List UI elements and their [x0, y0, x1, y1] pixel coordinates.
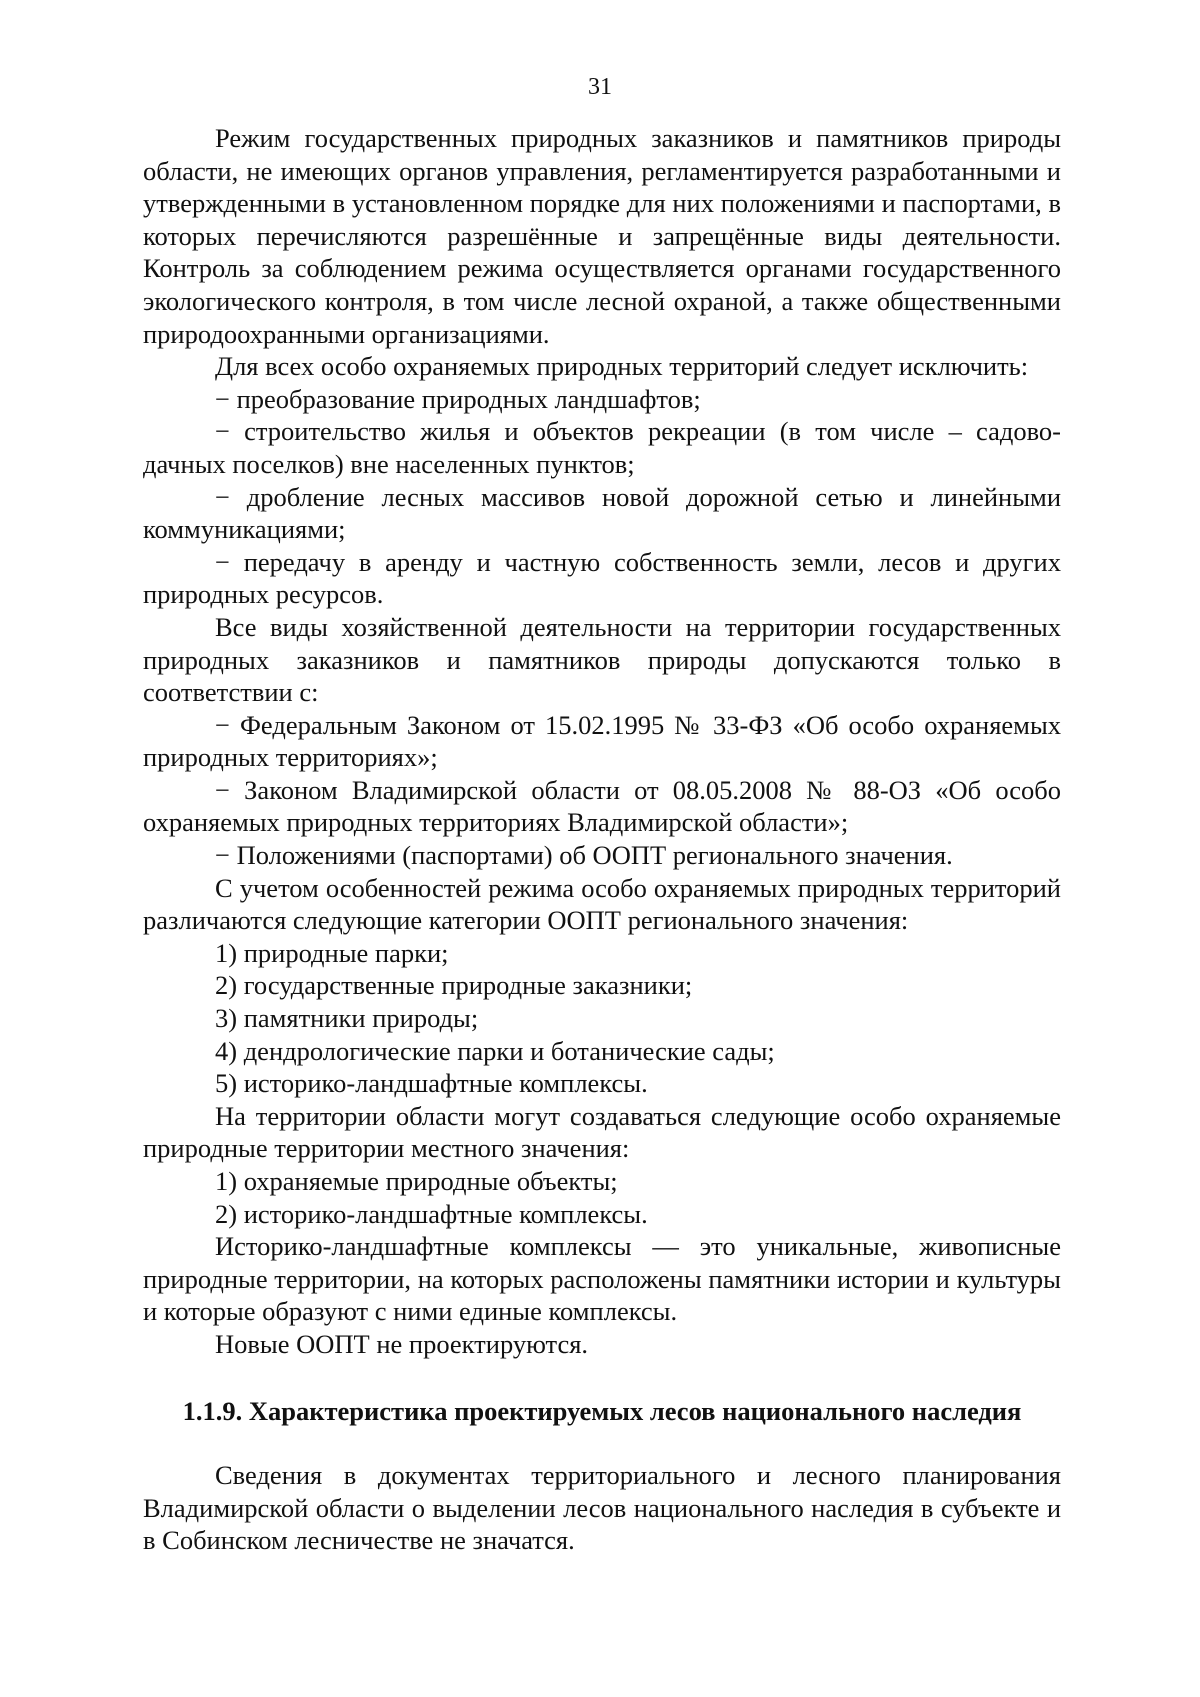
list-item: − передачу в аренду и частную собственность земли, лесов и других природных ресурсов.: [143, 546, 1061, 610]
paragraph: Новые ООПТ не проектируются.: [215, 1328, 589, 1359]
list-item: − преобразование природных ландшафтов;: [215, 383, 701, 414]
list-item: − Законом Владимирской области от 08.05.2008 № 88-ОЗ «Об особо охраняемых природных территориях Владимирской области»;: [143, 774, 1061, 838]
list-item: − Положениями (паспортами) об ООПТ регионального значения.: [215, 840, 953, 871]
paragraph: С учетом особенностей режима особо охраняемых природных территорий различаются следующие категории ООПТ регионального значения:: [143, 872, 1061, 936]
list-item: 5) историко-ландшафтные комплексы.: [215, 1068, 648, 1099]
list-item: 2) государственные природные заказники;: [215, 970, 693, 1001]
list-item: − Федеральным Законом от 15.02.1995 № 33-ФЗ «Об особо охраняемых природных территориях»;: [143, 709, 1061, 773]
paragraph: Историко-ландшафтные комплексы — это уникальные, живописные природные территории, на которых расположены памятники истории и культуры и которые образуют с ними единые комплексы.: [143, 1231, 1061, 1327]
document-body: [143, 122, 1061, 1557]
list-item: 3) памятники природы;: [215, 1003, 479, 1034]
list-item: 1) природные парки;: [215, 937, 449, 968]
list-item: 4) дендрологические парки и ботанические сады;: [215, 1035, 775, 1066]
section-heading: 1.1.9. Характеристика проектируемых лесов национального наследия: [182, 1395, 1022, 1426]
paragraph: Сведения в документах территориального и лесного планирования Владимирской области о выделении лесов национального наследия в субъекте и в Собинском лесничестве не значатся.: [143, 1460, 1061, 1556]
paragraph: Для всех особо охраняемых природных территорий следует исключить:: [215, 351, 1029, 382]
list-item: 2) историко-ландшафтные комплексы.: [215, 1198, 648, 1229]
list-item: 1) охраняемые природные объекты;: [215, 1166, 618, 1196]
paragraph: Все виды хозяйственной деятельности на территории государственных природных заказников и памятников природы допускаются только в соответствии с:: [143, 611, 1061, 708]
list-item: − строительство жилья и объектов рекреации (в том числе – садово-дачных поселков) вне населенных пунктов;: [143, 416, 1061, 479]
list-item: − дробление лесных массивов новой дорожной сетью и линейными коммуникациями;: [143, 481, 1061, 545]
paragraph: Режим государственных природных заказников и памятников природы области, не имеющих органов управления, регламентируется разработанными и утвержденными в установленном порядке для них положениями и паспортами, в которых перечисляются разрешённые и запрещённые виды деятельности. Контроль за соблюдением режима осуществляется органами государственного экологического контроля, в том числе лесной охраной, а также общественными природоохранными организациями.: [143, 123, 1061, 349]
paragraph: На территории области могут создаваться следующие особо охраняемые природные территории местного значения:: [143, 1100, 1061, 1164]
page-number: 31: [588, 74, 612, 100]
